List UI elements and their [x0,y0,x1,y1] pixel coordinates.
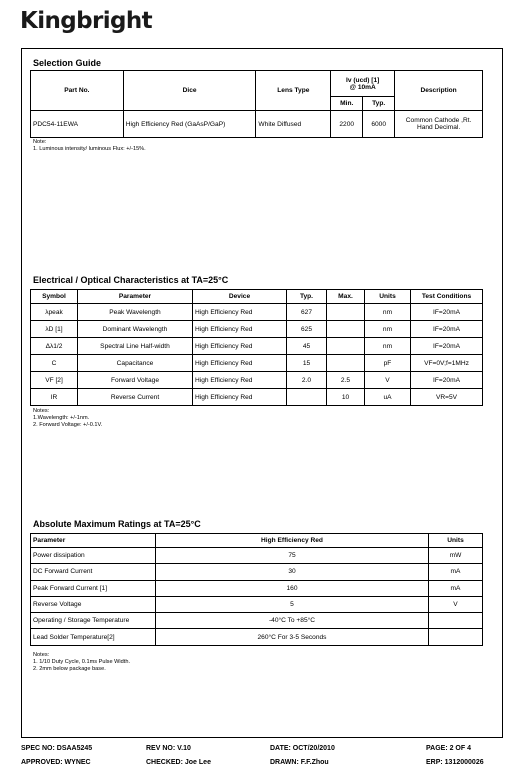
cell-parameter: Lead Solder Temperature[2] [31,629,156,645]
absolute-notes [33,652,130,673]
note-line: 1.Wavelength: +/-1nm. [33,415,90,421]
electrical-notes [33,408,102,429]
cell-typ: 625 [287,321,327,338]
cell-symbol: VF [2] [31,372,78,389]
approved-by: APPROVED: WYNEC [21,759,91,766]
cell-device: High Efficiency Red [193,304,287,321]
table-row [31,372,483,389]
cell-device: High Efficiency Red [193,389,287,406]
rev-no: REV NO: V.10 [146,745,191,752]
table-row [31,355,483,372]
cell-value: 260°C For 3-5 Seconds [156,629,429,645]
cell-symbol: C [31,355,78,372]
cell-device: High Efficiency Red [193,321,287,338]
header-symbol: Symbol [31,290,78,304]
selection-guide-title: Selection Guide [33,58,102,68]
drawn-by: DRAWN: F.F.Zhou [270,759,329,766]
header-parameter: Parameter [31,534,156,548]
selection-guide-table [30,70,483,138]
selection-notes [33,139,146,153]
cell-parameter: Operating / Storage Temperature [31,613,156,629]
absolute-max-title: Absolute Maximum Ratings at TA=25°C [33,519,201,529]
cell-value: 160 [156,580,429,596]
cell-symbol: IR [31,389,78,406]
cell-parameter: Reverse Voltage [31,596,156,612]
header-units: Units [365,290,411,304]
table-row [31,389,483,406]
table-row [31,321,483,338]
cell-device: High Efficiency Red [193,372,287,389]
header-dice: Dice [123,71,256,111]
cell-description [395,111,483,138]
cell-typ: 627 [287,304,327,321]
cell-units: mA [429,580,483,596]
cell-value: 5 [156,596,429,612]
page-number: PAGE: 2 OF 4 [426,745,471,752]
cell-max: 10 [327,389,365,406]
table-row [31,548,483,564]
note-line: 2. Forward Voltage: +/-0.1V. [33,422,103,428]
cell-device: High Efficiency Red [193,355,287,372]
header-max: Max. [327,290,365,304]
header-test-conditions: Test Conditions [411,290,483,304]
erp-number: ERP: 1312000026 [426,759,484,766]
cell-test-conditions: IF=20mA [411,321,483,338]
cell-max: 2.5 [327,372,365,389]
header-parameter: Parameter [78,290,193,304]
note-line: 1. 1/10 Duty Cycle, 0.1ms Pulse Width. [33,659,130,665]
note-line: 1. Luminous intensity/ luminous Flux: +/-15%. [33,146,146,152]
header-lens-type: Lens Type [256,71,331,111]
checked-by: CHECKED: Joe Lee [146,759,211,766]
cell-test-conditions: IF=20mA [411,338,483,355]
cell-parameter: Capacitance [78,355,193,372]
cell-typ: 6000 [363,111,395,138]
table-row [31,613,483,629]
table-row [31,580,483,596]
note-line: 2. 2mm below package base. [33,666,106,672]
cell-units: nm [365,304,411,321]
cell-parameter: Power dissipation [31,548,156,564]
header-part-no: Part No. [31,71,124,111]
cell-units: V [429,596,483,612]
cell-units [429,613,483,629]
cell-typ: 2.0 [287,372,327,389]
header-units: Units [429,534,483,548]
cell-typ: 15 [287,355,327,372]
note-heading: Note: [33,139,47,145]
kingbright-logo: Kingbright [20,8,153,34]
table-row [31,629,483,645]
table-row [31,304,483,321]
table-row [31,338,483,355]
cell-parameter: Peak Wavelength [78,304,193,321]
electrical-table [30,289,483,406]
note-line: Notes: [33,652,50,658]
cell-units: uA [365,389,411,406]
cell-max [327,355,365,372]
header-device: High Efficiency Red [156,534,429,548]
header-description: Description [395,71,483,111]
cell-test-conditions: VR=5V [411,389,483,406]
header-min: Min. [331,97,363,111]
cell-max [327,338,365,355]
cell-parameter: Peak Forward Current [1] [31,580,156,596]
cell-symbol: λD [1] [31,321,78,338]
cell-lens: White Diffused [256,111,331,138]
cell-device: High Efficiency Red [193,338,287,355]
electrical-title: Electrical / Optical Characteristics at TA=25°C [33,275,229,285]
cell-test-conditions: IF=20mA [411,372,483,389]
cell-units: mW [429,548,483,564]
cell-units: mA [429,564,483,580]
cell-value: -40°C To +85°C [156,613,429,629]
description-line1: Common Cathode ,Rt. [405,117,472,124]
cell-parameter: Dominant Wavelength [78,321,193,338]
header-typ: Typ. [287,290,327,304]
header-typ: Typ. [363,97,395,111]
cell-units: pF [365,355,411,372]
cell-parameter: Reverse Current [78,389,193,406]
cell-min: 2200 [331,111,363,138]
cell-units: V [365,372,411,389]
cell-symbol: Δλ1/2 [31,338,78,355]
cell-parameter: DC Forward Current [31,564,156,580]
absolute-max-table [30,533,483,646]
description-line2: Hand Decimal. [416,124,461,131]
cell-units [429,629,483,645]
cell-max [327,321,365,338]
cell-value: 30 [156,564,429,580]
header-iv-line1: Iv (ucd) [1] [346,76,380,84]
note-line: Notes: [33,408,50,414]
header-iv [331,71,395,97]
cell-test-conditions: VF=0V;f=1MHz [411,355,483,372]
cell-parameter: Forward Voltage [78,372,193,389]
table-row [31,564,483,580]
cell-test-conditions: IF=20mA [411,304,483,321]
header-iv-line2: @ 10mA [349,83,376,91]
cell-units: nm [365,321,411,338]
cell-part-no: PDC54-11EWA [31,111,124,138]
table-row [31,596,483,612]
cell-typ [287,389,327,406]
header-device: Device [193,290,287,304]
cell-value: 75 [156,548,429,564]
cell-symbol: λpeak [31,304,78,321]
date: DATE: OCT/20/2010 [270,745,335,752]
cell-typ: 45 [287,338,327,355]
cell-dice: High Efficiency Red (GaAsP/GaP) [123,111,256,138]
cell-max [327,304,365,321]
spec-no: SPEC NO: DSAA5245 [21,745,93,752]
cell-units: nm [365,338,411,355]
cell-parameter: Spectral Line Half-width [78,338,193,355]
